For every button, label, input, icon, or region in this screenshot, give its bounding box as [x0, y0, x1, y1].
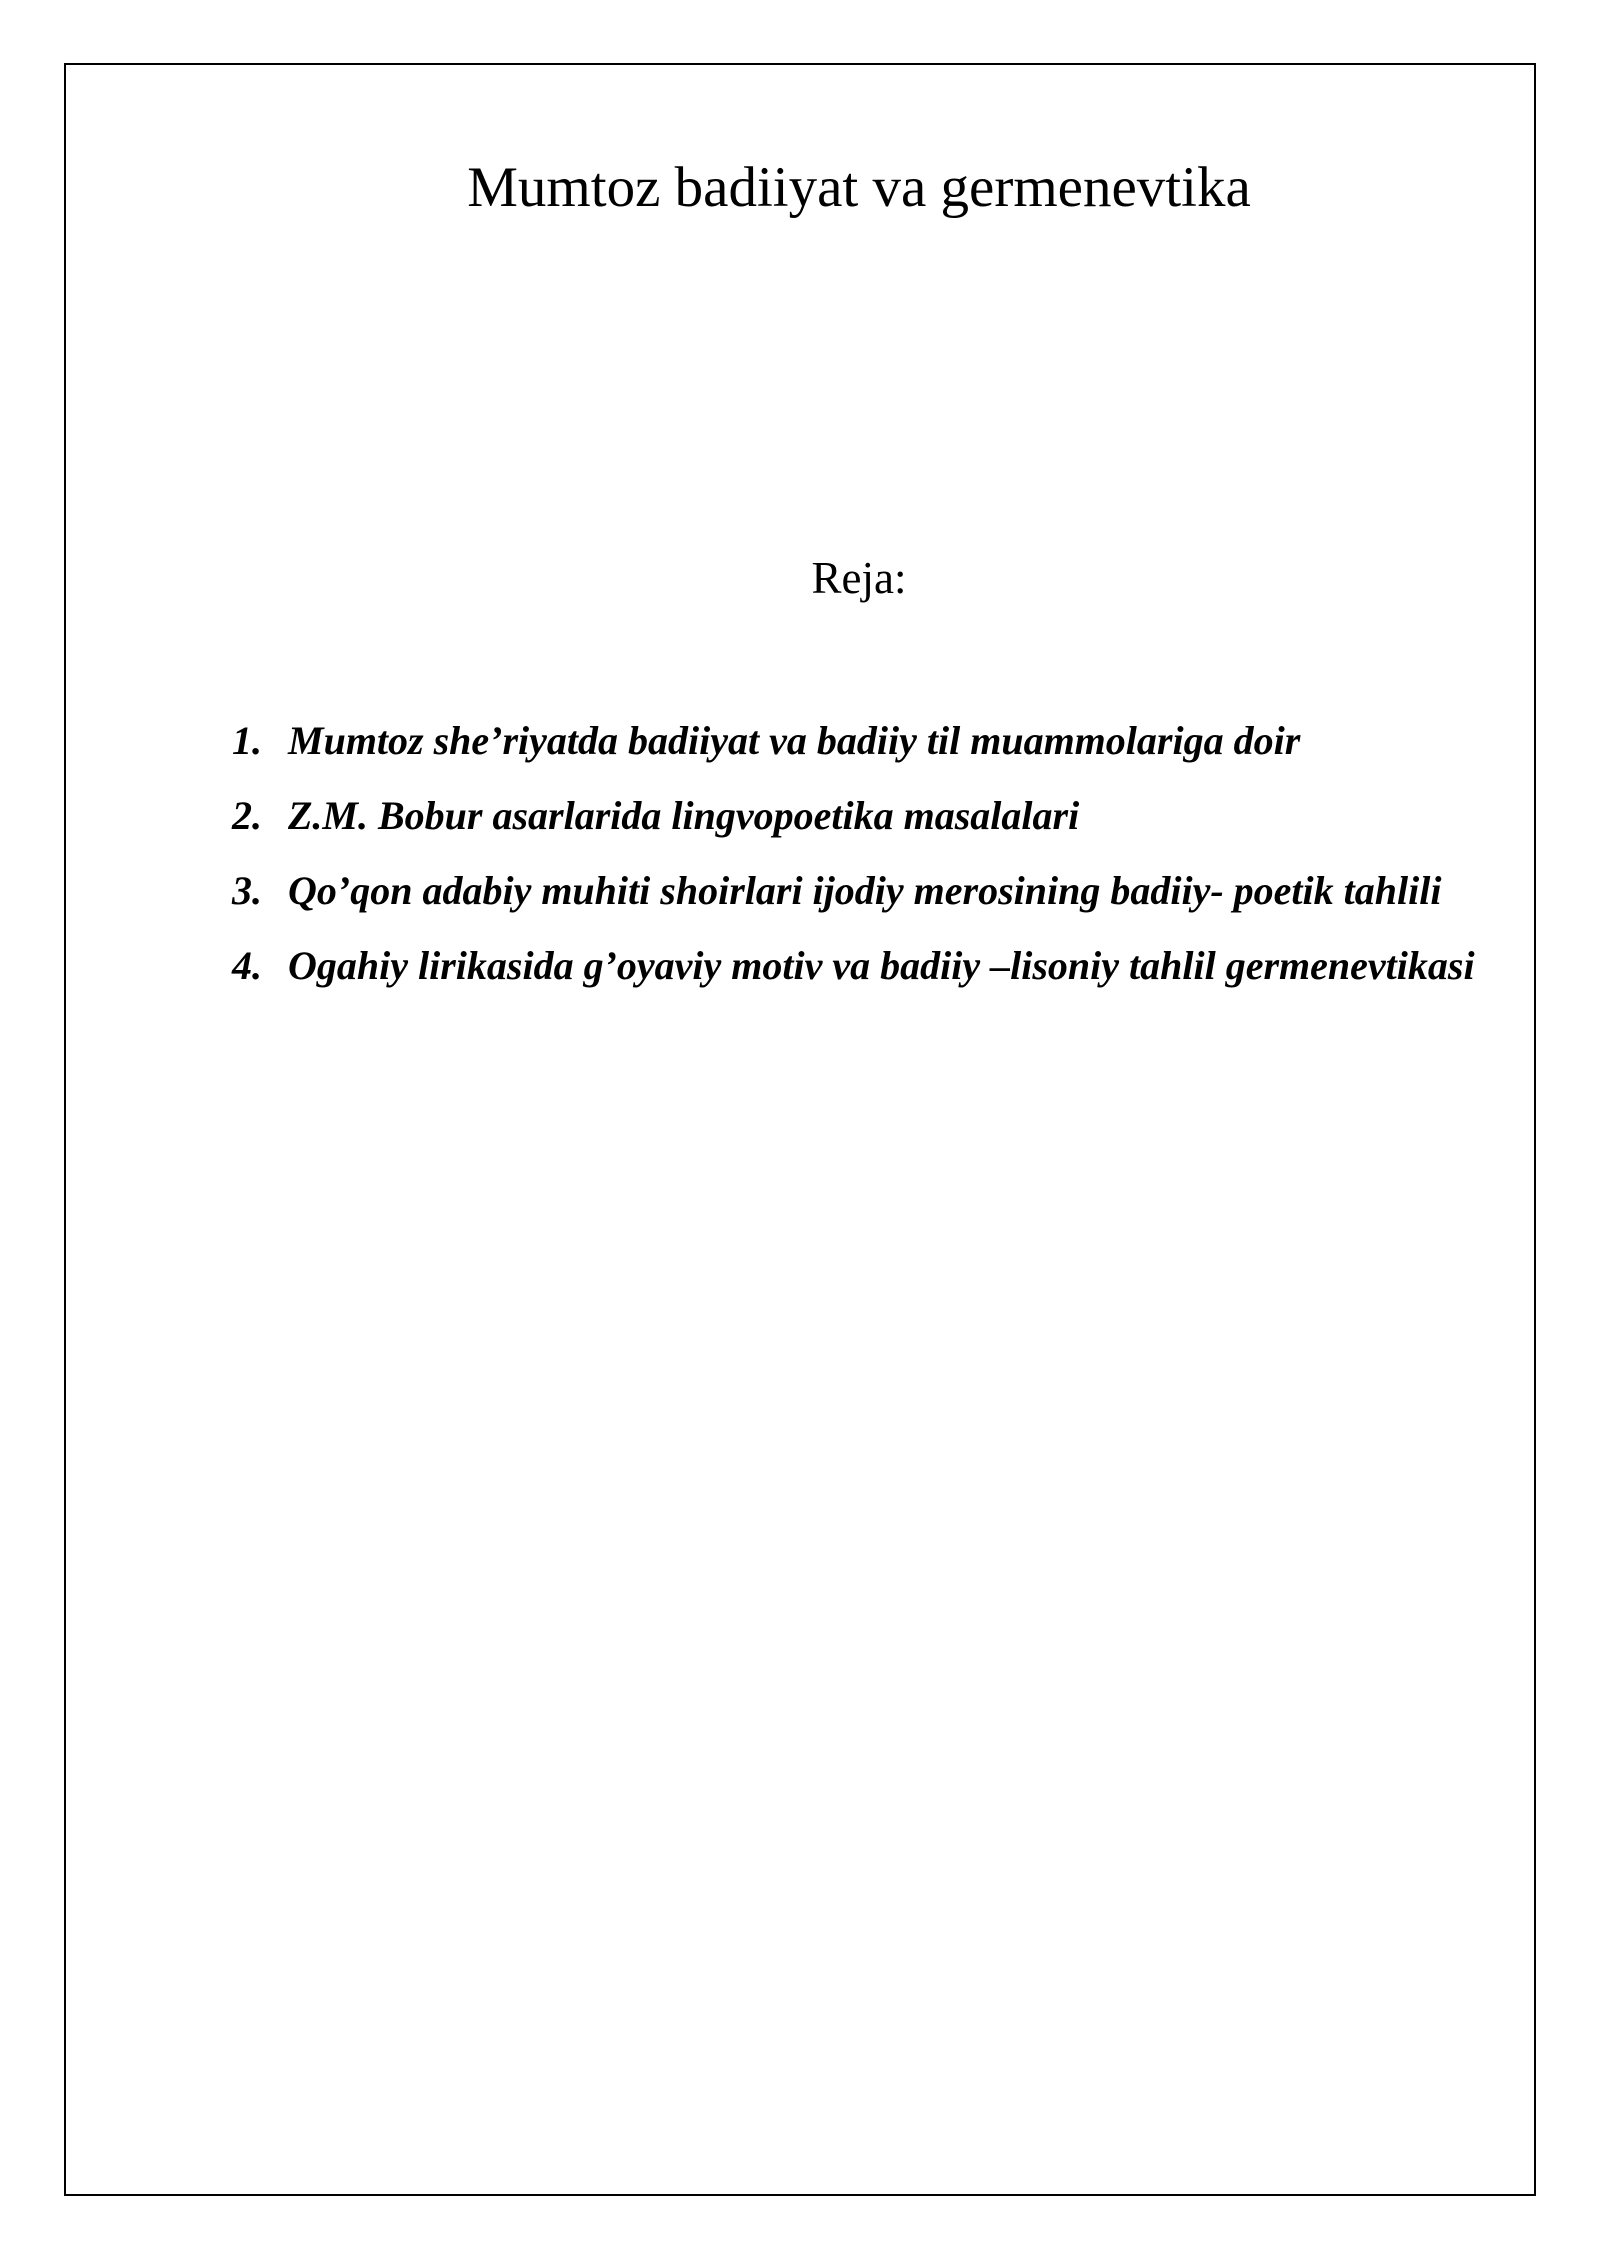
plan-item-number: 1.: [232, 718, 262, 763]
plan-item-text: Ogahiy lirikasida g’oyaviy motiv va badiiy –lisoniy tahlil germenevtikasi: [288, 943, 1475, 988]
plan-item-text: Qo’qon adabiy muhiti shoirlari ijodiy merosining badiiy- poetik tahlili: [288, 868, 1442, 913]
plan-list: [232, 703, 1485, 1003]
plan-item-1: [232, 703, 1485, 778]
document-title: Mumtoz badiiyat va germenevtika: [467, 156, 1251, 219]
plan-item-number: 2.: [232, 793, 262, 838]
plan-item-4: [232, 928, 1485, 1003]
plan-item-3: [232, 853, 1485, 928]
plan-item-2: [232, 778, 1485, 853]
page-border: [64, 63, 1536, 2196]
plan-heading: Reja:: [811, 553, 907, 603]
plan-item-number: 3.: [232, 868, 262, 913]
plan-item-number: 4.: [232, 943, 262, 988]
plan-item-text: Mumtoz she’riyatda badiiyat va badiiy til muammolariga doir: [288, 718, 1301, 763]
plan-item-text: Z.M. Bobur asarlarida lingvopoetika masalalari: [288, 793, 1080, 838]
